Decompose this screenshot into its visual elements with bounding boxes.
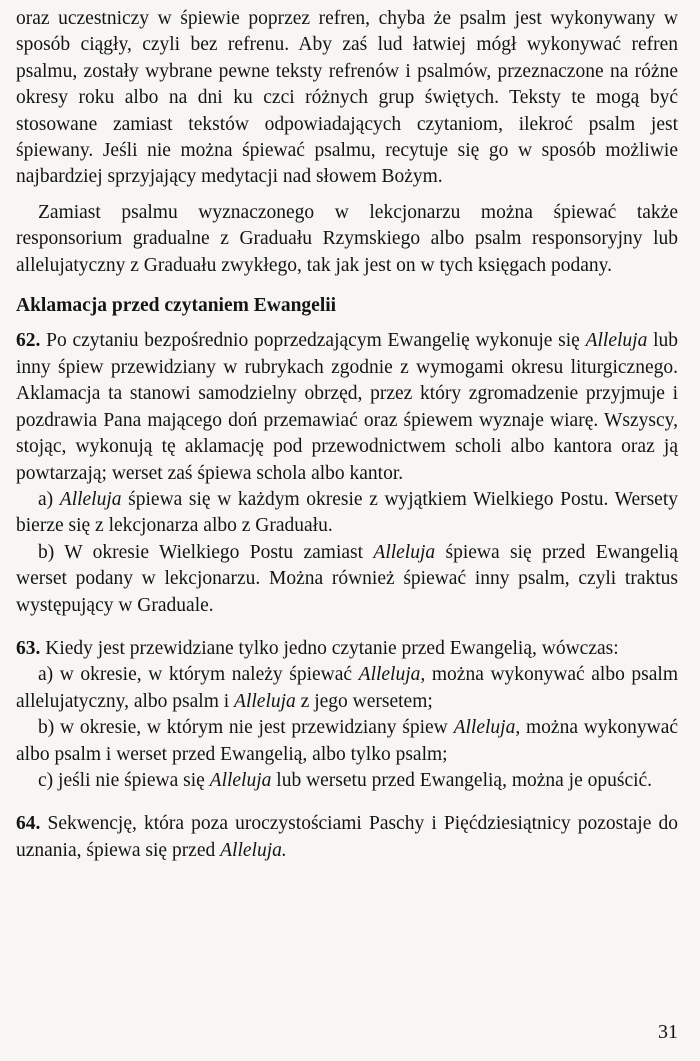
italic-term: Alleluja xyxy=(585,330,648,352)
text-run: można wykonywać albo psalm i werset przed Ewangelią, albo tylko psalm; xyxy=(16,717,679,765)
italic-term: Alleluja xyxy=(59,488,122,510)
text-run: b) W okresie Wielkiego Postu zamiast xyxy=(38,541,364,563)
paragraph-number: 64. xyxy=(16,813,41,835)
text-run: lub inny śpiew przewidziany w rubrykach zgodnie z wymogami okresu liturgicznego. Aklamacja ta stanowi samodzielny obrzęd, przez który zgromadzenie przyjmuje i pozdrawia Pana mającego doń przemawiać oraz śpiewem wyznaje wiarę. Wszyscy, stojąc, wykonują tę aklamację pod przewodnictwem scholi albo kantora oraz ją powtarzają; werset zaś śpiewa schola albo kantor. xyxy=(16,330,679,484)
section-heading: Aklamacja przed czytaniem Ewangelii xyxy=(16,295,337,317)
list-item-63a xyxy=(16,662,678,715)
paragraph-64 xyxy=(16,811,678,864)
text-run: Sekwencję, która poza uroczystościami Paschy i Pięćdziesiątnicy pozostaje do uznania, śpiewa się przed xyxy=(16,813,679,861)
text-run: śpiewa się przed Ewangelią werset podany w lekcjonarzu. Można również śpiewać inny psalm, czyli traktus występujący w Graduale. xyxy=(16,541,678,616)
paragraph-gradual: Zamiast psalmu wyznaczonego w lekcjonarzu można śpiewać także responsorium gradualne z Graduału Rzymskiego albo psalm responsoryjny lub allelujatyczny z Graduału zwykłego, tak jak jest on w tych księgach podany. xyxy=(16,201,678,276)
paragraph-63 xyxy=(16,636,678,662)
list-item-63c xyxy=(16,768,678,794)
italic-term: Alleluja xyxy=(209,769,272,791)
italic-term: Alleluja, xyxy=(358,664,426,686)
italic-term: Alleluja xyxy=(373,541,436,563)
paragraph-psalm-refrain: oraz uczestniczy w śpiewie poprzez refren, chyba że psalm jest wykonywany w sposób ciągły, czyli bez refrenu. Aby zaś lud łatwiej mógł wykonywać refren psalmu, zostały wybrane pewne teksty refrenów i psalmów, przeznaczone na różne okresy roku albo na dni ku czci różnych grup świętych. Teksty te mogą być stosowane zamiast tekstów odpowiadających czytaniom, ilekroć psalm jest śpiewany. Jeśli nie można śpiewać psalmu, recytuje się go w sposób możliwie najbardziej sprzyjający medytacji nad słowem Bożym. xyxy=(16,8,678,188)
list-marker: a) xyxy=(38,488,54,510)
italic-term: Alleluja. xyxy=(220,839,287,861)
text-run: a) w okresie, w którym należy śpiewać xyxy=(38,664,353,686)
text-run: Po czytaniu bezpośrednio poprzedzającym Ewangelię wykonuje się xyxy=(46,330,580,352)
text-run: b) w okresie, w którym nie jest przewidziany śpiew xyxy=(38,717,448,739)
text-run: Kiedy jest przewidziane tylko jedno czytanie przed Ewangelią, wówczas: xyxy=(45,637,619,659)
text-run: lub wersetu przed Ewangelią, można je opuścić. xyxy=(276,769,653,791)
list-item-62a xyxy=(16,487,678,540)
paragraph-62 xyxy=(16,328,678,486)
page-number: 31 xyxy=(658,1021,678,1043)
text-run: można wykonywać albo psalm allelujatyczny, albo psalm i xyxy=(16,664,679,712)
text-run: śpiewa się w każdym okresie z wyjątkiem Wielkiego Postu. Wersety bierze się z lekcjonarza albo z Graduału. xyxy=(16,488,679,537)
list-item-63b xyxy=(16,715,678,768)
page-content xyxy=(16,6,678,864)
text-run: z jego wersetem; xyxy=(300,690,433,712)
paragraph-number: 63. xyxy=(16,637,41,659)
list-item-62b xyxy=(16,540,678,619)
paragraph-number: 62. xyxy=(16,330,41,352)
italic-term: Alleluja, xyxy=(453,717,521,739)
italic-term: Alleluja xyxy=(234,690,296,712)
text-run: c) jeśli nie śpiewa się xyxy=(38,769,205,791)
